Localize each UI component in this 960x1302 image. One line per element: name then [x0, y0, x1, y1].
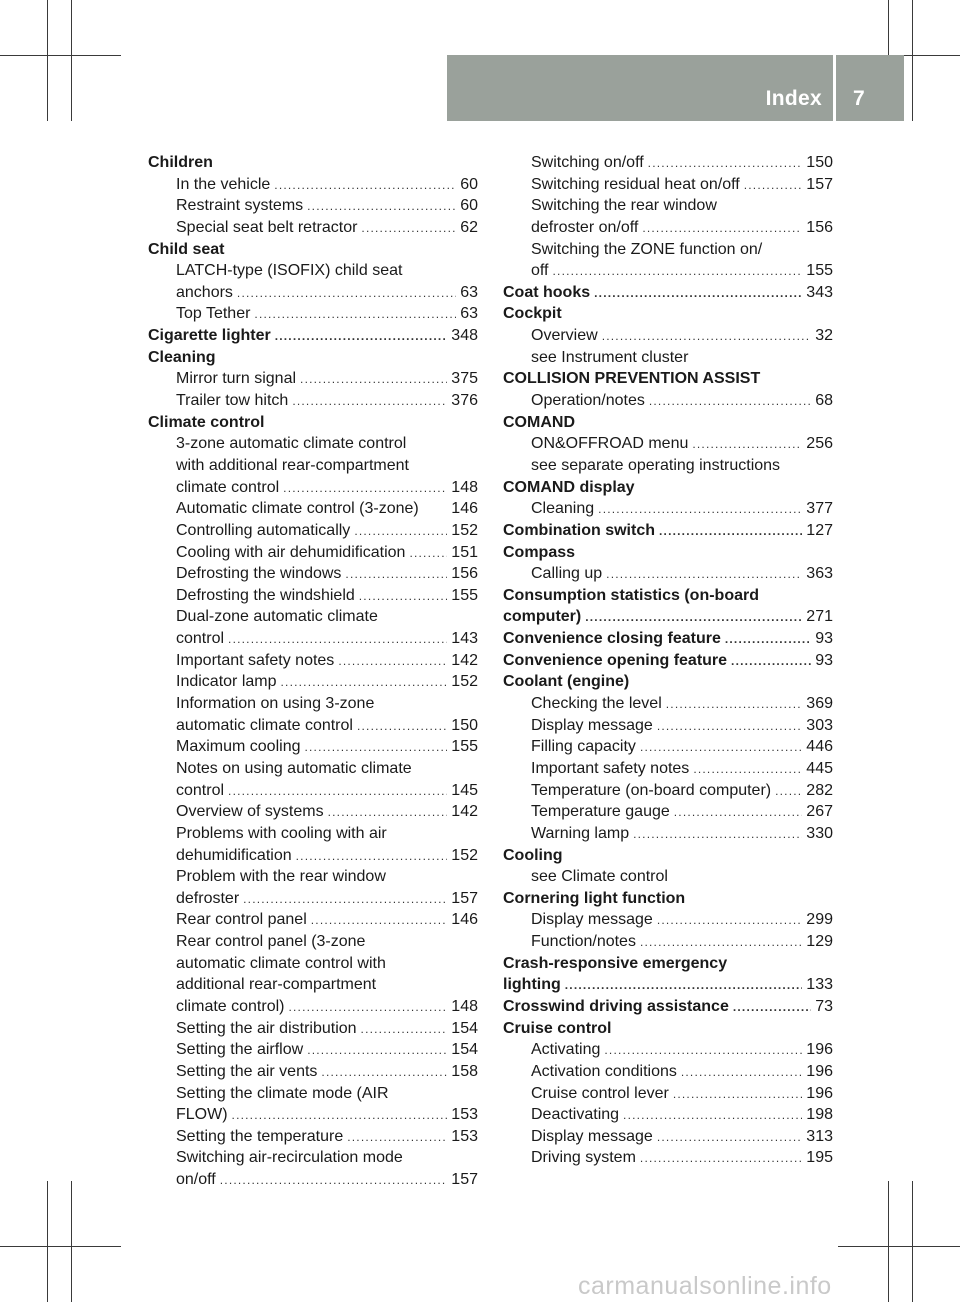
- page-reference: 155: [806, 262, 833, 280]
- leader-dots: [692, 434, 802, 455]
- page-reference: 93: [815, 630, 833, 648]
- leader-dots: [565, 975, 803, 996]
- leader-dots: [640, 932, 802, 953]
- leader-dots: [633, 824, 802, 845]
- entry-label: Display message: [531, 911, 653, 929]
- crop-mark: [838, 1246, 960, 1247]
- index-subentry-text: see Instrument cluster: [531, 348, 689, 366]
- page-reference: 142: [451, 651, 478, 669]
- leader-dots: [606, 564, 802, 585]
- entry-label: dehumidification: [176, 846, 292, 864]
- index-subentry: [503, 931, 833, 953]
- page-reference: 150: [451, 716, 478, 734]
- entry-label: Temperature gauge: [531, 803, 670, 821]
- index-heading: Crash-responsive emergency: [503, 954, 728, 972]
- index-subentry: [148, 368, 478, 390]
- leader-dots: [357, 716, 447, 737]
- leader-dots: [775, 781, 802, 802]
- index-subentry: [503, 325, 833, 347]
- leader-dots: [657, 910, 802, 931]
- leader-dots: [681, 1062, 802, 1083]
- entry-label: Combination switch: [503, 521, 655, 539]
- index-subentry: [503, 1039, 833, 1061]
- index-subentry: [148, 996, 478, 1018]
- index-subentry-text: LATCH-type (ISOFIX) child seat: [176, 262, 403, 280]
- leader-dots: [328, 802, 448, 823]
- index-heading: COLLISION PREVENTION ASSIST: [503, 370, 761, 388]
- leader-dots: [354, 521, 447, 542]
- index-subentry: [503, 780, 833, 802]
- crop-mark: [47, 0, 48, 121]
- index-subentry: [148, 801, 478, 823]
- index-heading: COMAND display: [503, 478, 635, 496]
- page-reference: 148: [451, 478, 478, 496]
- leader-dots: [604, 1040, 802, 1061]
- index-subentry: [148, 174, 478, 196]
- leader-dots: [228, 629, 447, 650]
- page-reference: 146: [451, 500, 478, 518]
- index-subentry: [148, 217, 478, 239]
- entry-label: Restraint systems: [176, 197, 304, 215]
- entry-label: lighting: [503, 976, 561, 994]
- index-heading-entry: [148, 325, 478, 347]
- page-reference: 157: [451, 889, 478, 907]
- crop-mark: [0, 55, 121, 56]
- index-subentry: [148, 845, 478, 867]
- entry-label: climate control): [176, 997, 285, 1015]
- entry-label: Display message: [531, 716, 653, 734]
- index-subentry: [148, 1061, 478, 1083]
- page-reference: 153: [451, 1106, 478, 1124]
- index-heading: Consumption statistics (on-board: [503, 586, 759, 604]
- page-reference: 267: [806, 803, 833, 821]
- page-title: Index: [765, 87, 822, 110]
- page-reference: 145: [451, 781, 478, 799]
- entry-label: defroster: [176, 889, 240, 907]
- entry-label: FLOW): [176, 1106, 228, 1124]
- entry-label: Mirror turn signal: [176, 370, 297, 388]
- page-reference: 313: [806, 1127, 833, 1145]
- index-subentry-text: Information on using 3-zone: [176, 695, 375, 713]
- entry-label: defroster on/off: [531, 218, 639, 236]
- index-subentry: [503, 152, 833, 174]
- index-heading: Cockpit: [503, 305, 562, 323]
- leader-dots: [657, 1127, 802, 1148]
- index-heading: Climate control: [148, 413, 265, 431]
- leader-dots: [733, 997, 811, 1018]
- page-reference: 60: [460, 197, 478, 215]
- entry-label: Convenience closing feature: [503, 630, 721, 648]
- leader-dots: [283, 478, 447, 499]
- leader-dots: [361, 218, 456, 239]
- index-subentry: [148, 1039, 478, 1061]
- leader-dots: [307, 1040, 447, 1061]
- entry-label: climate control: [176, 478, 280, 496]
- index-subentry-text: Switching the ZONE function on/: [531, 240, 763, 258]
- page-reference: 198: [806, 1106, 833, 1124]
- index-subentry-text: Rear control panel (3-zone: [176, 933, 366, 951]
- entry-label: Cruise control lever: [531, 1084, 669, 1102]
- page-reference: 153: [451, 1127, 478, 1145]
- index-subentry: [503, 909, 833, 931]
- page-reference: 155: [451, 738, 478, 756]
- index-subentry: [148, 563, 478, 585]
- entry-label: Controlling automatically: [176, 521, 351, 539]
- page-reference: 146: [451, 911, 478, 929]
- entry-label: control: [176, 781, 225, 799]
- entry-label: Important safety notes: [531, 759, 690, 777]
- leader-dots: [725, 629, 811, 650]
- leader-dots: [659, 521, 802, 542]
- entry-label: Overview of systems: [176, 803, 324, 821]
- index-subentry: [503, 260, 833, 282]
- index-subentry-text: Notes on using automatic climate: [176, 759, 412, 777]
- page-reference: 196: [806, 1062, 833, 1080]
- entry-label: Cigarette lighter: [148, 327, 271, 345]
- entry-label: anchors: [176, 283, 233, 301]
- entry-label: Function/notes: [531, 933, 636, 951]
- page-reference: 133: [806, 976, 833, 994]
- index-subentry: [148, 520, 478, 542]
- leader-dots: [602, 326, 812, 347]
- leader-dots: [731, 651, 811, 672]
- index-subentry: [503, 1083, 833, 1105]
- leader-dots: [623, 1105, 802, 1126]
- entry-label: computer): [503, 608, 582, 626]
- page-reference: 157: [451, 1171, 478, 1189]
- leader-dots: [338, 651, 447, 672]
- page-reference: 196: [806, 1084, 833, 1102]
- page-reference: 63: [460, 305, 478, 323]
- page-reference: 150: [806, 154, 833, 171]
- index-subentry: [148, 585, 478, 607]
- leader-dots: [307, 196, 456, 217]
- entry-label: on/off: [176, 1171, 216, 1189]
- entry-label: off: [531, 262, 549, 280]
- index-subentry: [148, 736, 478, 758]
- entry-label: Top Tether: [176, 305, 251, 323]
- entry-label: Setting the temperature: [176, 1127, 344, 1145]
- index-subentry: [503, 563, 833, 585]
- index-heading: Coolant (engine): [503, 673, 630, 691]
- page-reference: 63: [460, 283, 478, 301]
- entry-label: Special seat belt retractor: [176, 218, 358, 236]
- entry-label: Switching on/off: [531, 154, 644, 171]
- index-subentry: [503, 758, 833, 780]
- index-subentry: [148, 1126, 478, 1148]
- page-reference: 282: [806, 781, 833, 799]
- page-reference: 157: [806, 175, 833, 193]
- index-column-right: [503, 152, 833, 1169]
- index-heading: Children: [148, 154, 213, 171]
- leader-dots: [640, 1148, 802, 1169]
- index-subentry: [148, 390, 478, 412]
- index-subentry-text: automatic climate control with: [176, 954, 386, 972]
- page-reference: 303: [806, 716, 833, 734]
- entry-label: Automatic climate control (3-zone): [176, 500, 419, 518]
- page-reference: 129: [806, 933, 833, 951]
- index-subentry: [503, 433, 833, 455]
- index-heading-entry: [503, 628, 833, 650]
- page-reference: 271: [806, 608, 833, 626]
- page-reference: 196: [806, 1041, 833, 1059]
- index-subentry: [503, 1061, 833, 1083]
- leader-dots: [642, 218, 802, 239]
- index-subentry-text: Dual-zone automatic climate: [176, 608, 378, 626]
- page-reference: 446: [806, 738, 833, 756]
- leader-dots: [300, 369, 447, 390]
- watermark: carmanualsonline.info: [578, 1272, 832, 1300]
- entry-label: Cooling with air dehumidification: [176, 543, 406, 561]
- index-subentry: [148, 888, 478, 910]
- entry-label: Checking the level: [531, 695, 662, 713]
- page-reference: 73: [815, 997, 833, 1015]
- leader-dots: [673, 1084, 802, 1105]
- leader-dots: [598, 499, 802, 520]
- index-heading: COMAND: [503, 413, 575, 431]
- page-reference: 152: [451, 846, 478, 864]
- index-heading-entry: [503, 606, 833, 628]
- index-subentry: [148, 628, 478, 650]
- page-reference: 343: [806, 283, 833, 301]
- leader-dots: [553, 261, 803, 282]
- page-reference: 369: [806, 695, 833, 713]
- index-subentry: [503, 1147, 833, 1169]
- index-subentry-text: Setting the climate mode (AIR: [176, 1084, 389, 1102]
- index-subentry: [503, 498, 833, 520]
- entry-label: Switching residual heat on/off: [531, 175, 740, 193]
- index-subentry: [148, 542, 478, 564]
- entry-label: In the vehicle: [176, 175, 271, 193]
- leader-dots: [243, 889, 447, 910]
- index-subentry: [148, 1104, 478, 1126]
- page-header: [447, 55, 904, 121]
- page-reference: 256: [806, 435, 833, 453]
- index-subentry: [503, 174, 833, 196]
- entry-label: Crosswind driving assistance: [503, 997, 729, 1015]
- leader-dots: [292, 391, 447, 412]
- page-reference: 155: [451, 586, 478, 604]
- leader-dots: [274, 175, 456, 196]
- index-subentry: [148, 909, 478, 931]
- crop-mark: [47, 1181, 48, 1302]
- index-heading: Cleaning: [148, 348, 216, 366]
- header-divider: [833, 55, 836, 121]
- page-reference: 299: [806, 911, 833, 929]
- index-subentry: [148, 1169, 478, 1191]
- index-heading-entry: [503, 282, 833, 304]
- index-heading: Child seat: [148, 240, 225, 258]
- page-reference: 363: [806, 565, 833, 583]
- entry-label: Deactivating: [531, 1106, 620, 1124]
- entry-label: Activating: [531, 1041, 601, 1059]
- entry-label: Cleaning: [531, 500, 595, 518]
- entry-label: Coat hooks: [503, 283, 591, 301]
- leader-dots: [744, 175, 803, 196]
- page-reference: 156: [451, 565, 478, 583]
- page-reference: 154: [451, 1041, 478, 1059]
- entry-label: Temperature (on-board computer): [531, 781, 772, 799]
- leader-dots: [321, 1062, 447, 1083]
- page-reference: 156: [806, 218, 833, 236]
- leader-dots: [254, 304, 456, 325]
- entry-label: Defrosting the windows: [176, 565, 342, 583]
- index-subentry-text: Problems with cooling with air: [176, 824, 387, 842]
- crop-mark: [888, 1181, 889, 1302]
- index-subentry-text: additional rear-compartment: [176, 976, 377, 994]
- entry-label: control: [176, 630, 225, 648]
- entry-label: Warning lamp: [531, 824, 630, 842]
- entry-label: Important safety notes: [176, 651, 335, 669]
- leader-dots: [409, 543, 447, 564]
- index-subentry-text: Switching the rear window: [531, 197, 717, 215]
- entry-label: Display message: [531, 1127, 653, 1145]
- entry-label: Maximum cooling: [176, 738, 301, 756]
- index-subentry: [148, 303, 478, 325]
- page-reference: 195: [806, 1149, 833, 1167]
- entry-label: Activation conditions: [531, 1062, 677, 1080]
- index-subentry: [503, 736, 833, 758]
- index-heading: Cooling: [503, 846, 563, 864]
- leader-dots: [347, 1127, 447, 1148]
- entry-label: Indicator lamp: [176, 673, 277, 691]
- index-subentry: [148, 780, 478, 802]
- page-reference: 60: [460, 175, 478, 193]
- index-heading: Cornering light function: [503, 889, 686, 907]
- index-column-left: [148, 152, 478, 1191]
- page-reference: 68: [815, 392, 833, 410]
- index-subentry: [148, 671, 478, 693]
- page-reference: 127: [806, 521, 833, 539]
- leader-dots: [657, 716, 802, 737]
- entry-label: Trailer tow hitch: [176, 392, 289, 410]
- crop-mark: [912, 1181, 913, 1302]
- crop-mark: [0, 1246, 121, 1247]
- index-subentry: [503, 715, 833, 737]
- index-heading-entry: [503, 520, 833, 542]
- entry-label: ON&OFFROAD menu: [531, 435, 689, 453]
- page-reference: 445: [806, 759, 833, 777]
- page-reference: 151: [451, 543, 478, 561]
- entry-label: Calling up: [531, 565, 603, 583]
- index-heading-entry: [503, 650, 833, 672]
- entry-label: Defrosting the windshield: [176, 586, 355, 604]
- crop-mark: [71, 0, 72, 121]
- index-subentry: [148, 1018, 478, 1040]
- index-subentry: [148, 477, 478, 499]
- entry-label: Convenience opening feature: [503, 651, 728, 669]
- index-subentry-text: 3-zone automatic climate control: [176, 435, 407, 453]
- index-heading: Compass: [503, 543, 576, 561]
- index-subentry-text: see Climate control: [531, 868, 668, 886]
- page-reference: 143: [451, 630, 478, 648]
- leader-dots: [361, 1019, 448, 1040]
- leader-dots: [220, 1170, 448, 1191]
- index-subentry-text: see separate operating instructions: [531, 456, 781, 474]
- index-subentry: [148, 282, 478, 304]
- entry-label: Setting the air vents: [176, 1062, 318, 1080]
- page-reference: 348: [451, 327, 478, 345]
- page-reference: 377: [806, 500, 833, 518]
- index-subentry: [148, 498, 478, 520]
- leader-dots: [649, 391, 811, 412]
- leader-dots: [237, 283, 456, 304]
- entry-label: automatic climate control: [176, 716, 353, 734]
- index-heading: Cruise control: [503, 1019, 612, 1037]
- page-reference: 154: [451, 1019, 478, 1037]
- index-heading-entry: [503, 996, 833, 1018]
- page-reference: 93: [815, 651, 833, 669]
- index-subentry: [503, 217, 833, 239]
- index-subentry: [503, 823, 833, 845]
- index-subentry: [148, 715, 478, 737]
- index-heading-entry: [503, 974, 833, 996]
- leader-dots: [594, 283, 802, 304]
- page-reference: 62: [460, 218, 478, 236]
- index-subentry: [148, 195, 478, 217]
- leader-dots: [228, 781, 447, 802]
- page-reference: 32: [815, 327, 833, 345]
- leader-dots: [296, 846, 448, 867]
- crop-mark: [71, 1181, 72, 1302]
- index-subentry: [503, 693, 833, 715]
- index-subentry-text: Problem with the rear window: [176, 868, 386, 886]
- leader-dots: [311, 910, 448, 931]
- page-reference: 152: [451, 521, 478, 539]
- leader-dots: [288, 997, 447, 1018]
- entry-label: Rear control panel: [176, 911, 307, 929]
- entry-label: Operation/notes: [531, 392, 645, 410]
- index-subentry: [503, 801, 833, 823]
- leader-dots: [640, 737, 802, 758]
- index-subentry-text: with additional rear-compartment: [176, 456, 409, 474]
- page-reference: 375: [451, 370, 478, 388]
- crop-mark: [912, 0, 913, 121]
- leader-dots: [281, 672, 448, 693]
- index-subentry: [503, 1126, 833, 1148]
- entry-label: Setting the airflow: [176, 1041, 304, 1059]
- index-subentry: [503, 390, 833, 412]
- leader-dots: [693, 759, 802, 780]
- page-number: 7: [853, 87, 865, 110]
- entry-label: Driving system: [531, 1149, 636, 1167]
- leader-dots: [232, 1105, 448, 1126]
- index-subentry: [503, 1104, 833, 1126]
- leader-dots: [666, 694, 803, 715]
- leader-dots: [304, 737, 447, 758]
- leader-dots: [648, 153, 803, 174]
- leader-dots: [275, 326, 448, 347]
- page-reference: 152: [451, 673, 478, 691]
- leader-dots: [359, 586, 448, 607]
- leader-dots: [585, 607, 802, 628]
- entry-label: Filling capacity: [531, 738, 636, 756]
- page-reference: 142: [451, 803, 478, 821]
- entry-label: Overview: [531, 327, 598, 345]
- index-subentry: [148, 650, 478, 672]
- page-reference: 376: [451, 392, 478, 410]
- leader-dots: [345, 564, 447, 585]
- page-reference: 158: [451, 1062, 478, 1080]
- page-reference: 148: [451, 997, 478, 1015]
- leader-dots: [674, 802, 803, 823]
- entry-label: Setting the air distribution: [176, 1019, 357, 1037]
- page-reference: 330: [806, 824, 833, 842]
- index-subentry-text: Switching air-recirculation mode: [176, 1149, 403, 1167]
